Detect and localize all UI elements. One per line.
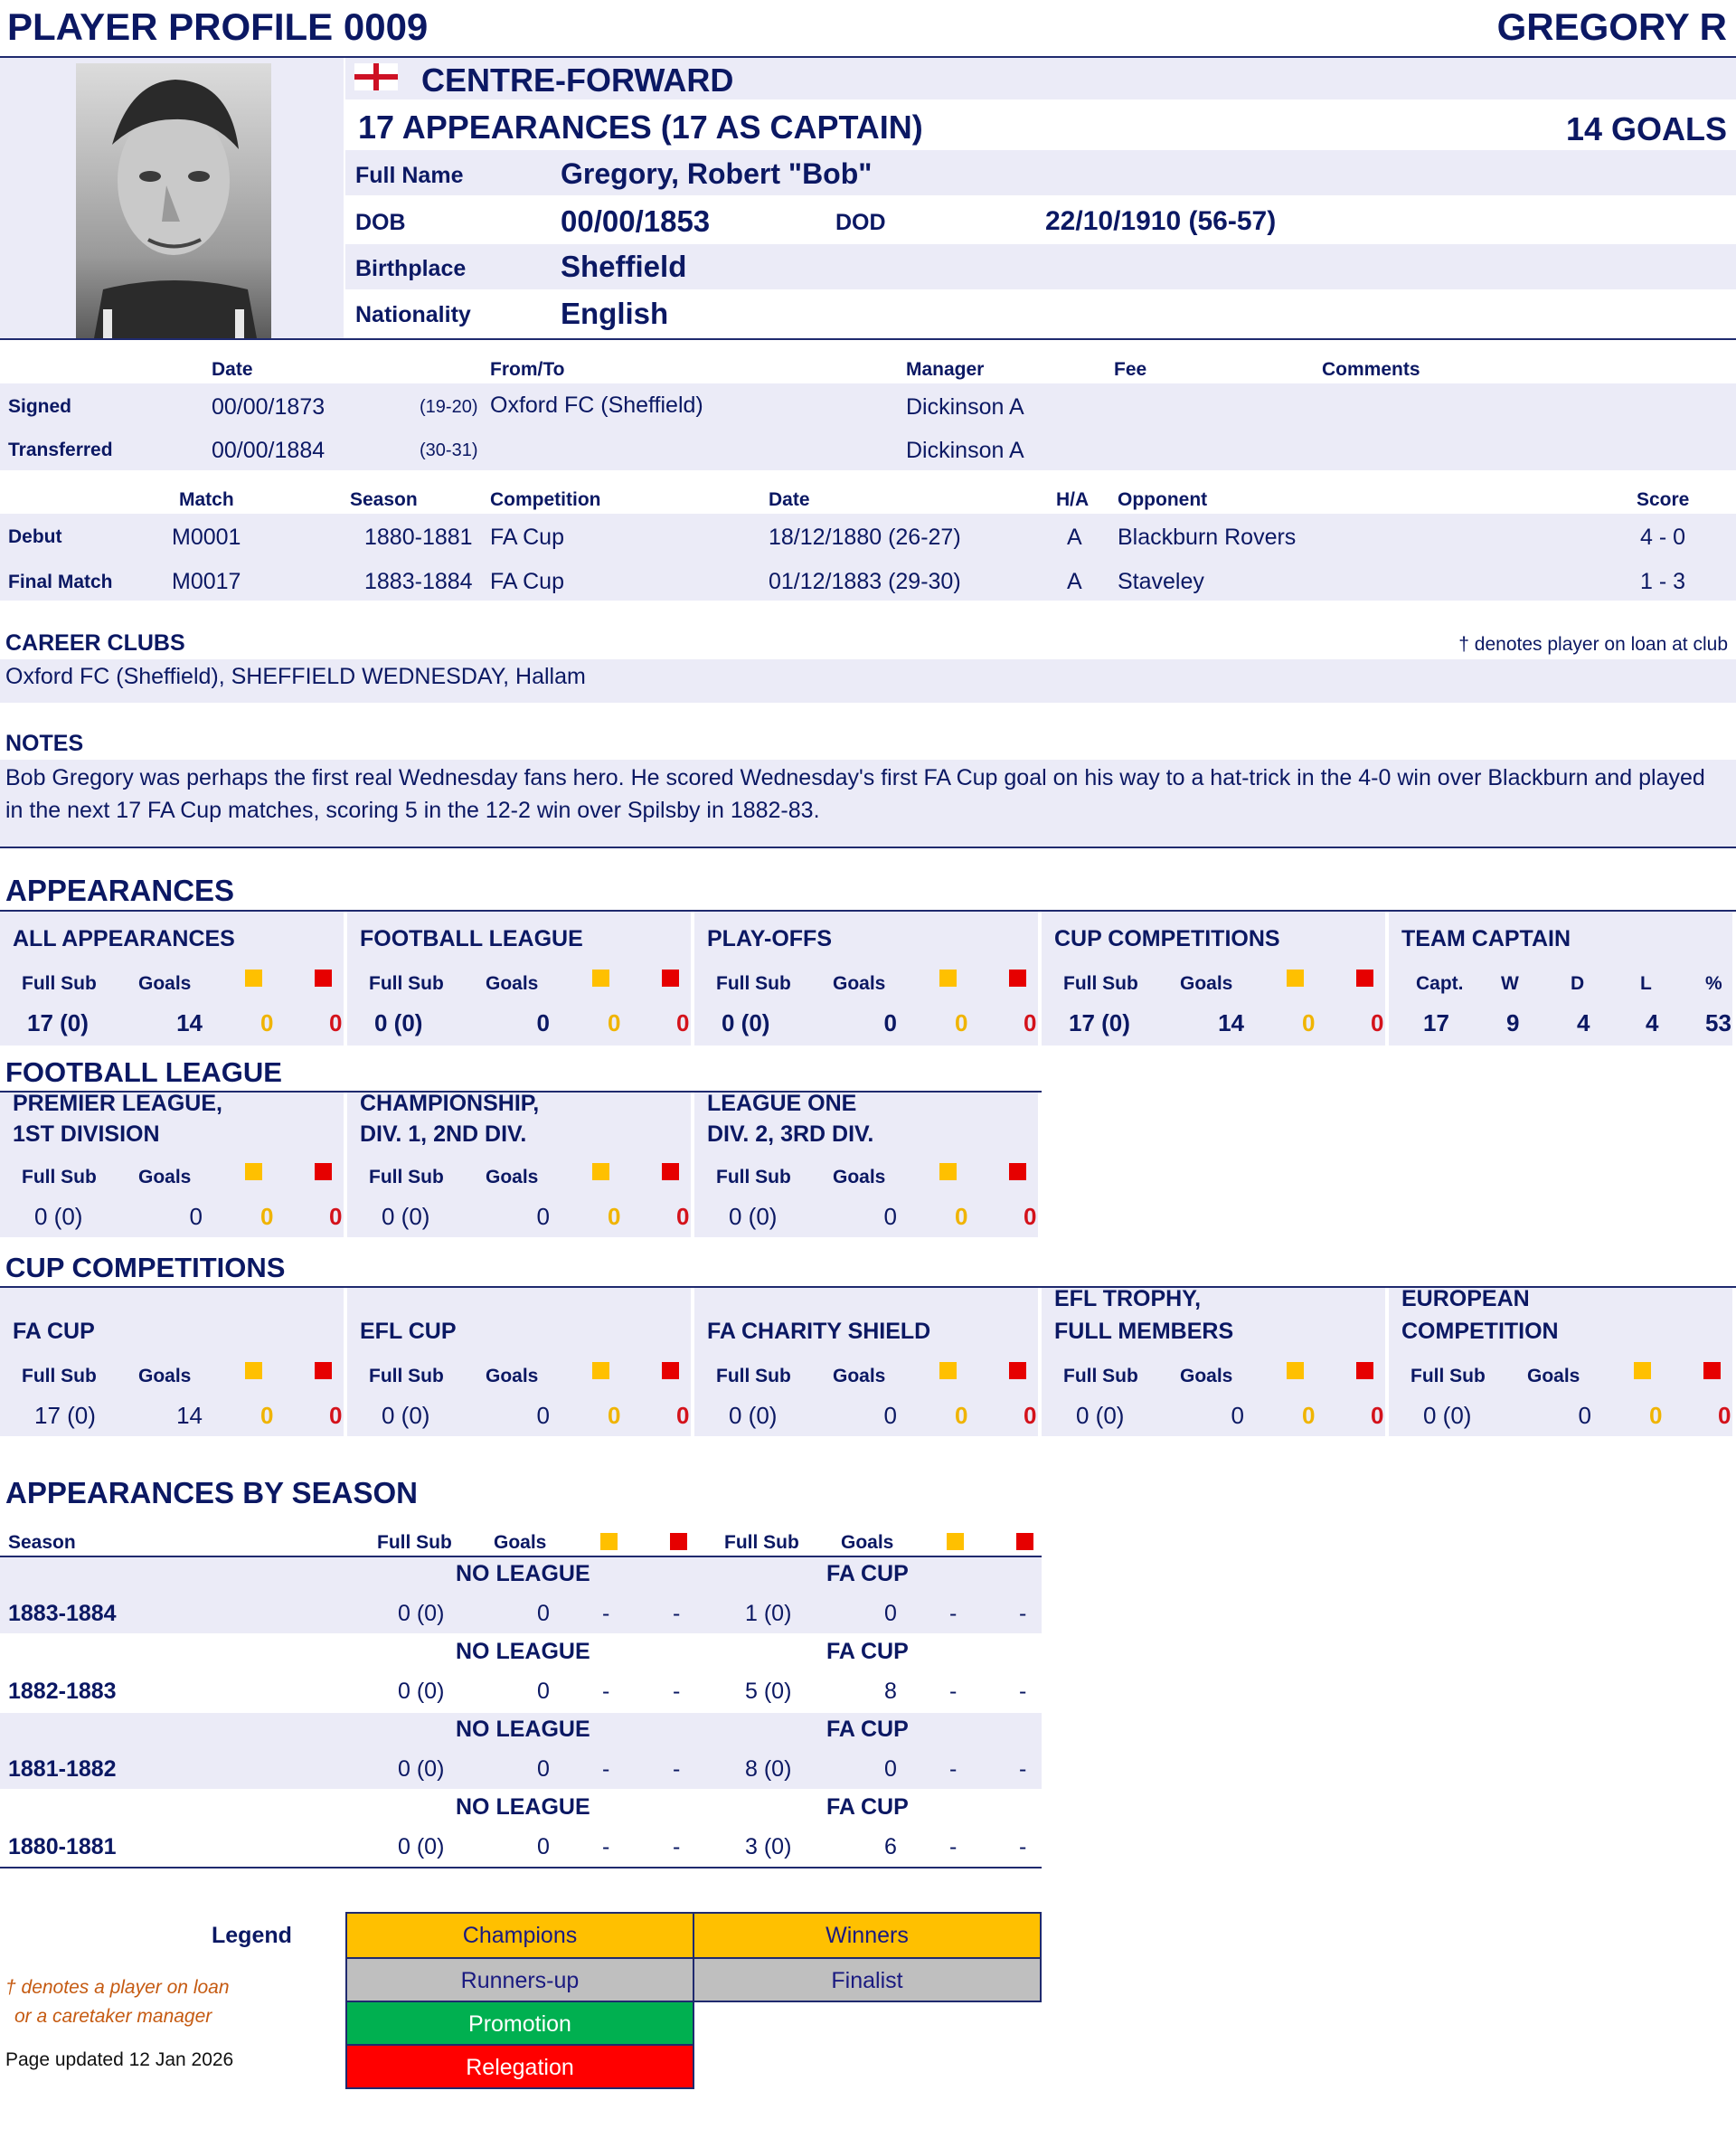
final-match: M0017 [172,569,241,594]
red-card-icon [670,1533,687,1550]
block-title: FOOTBALL LEAGUE [360,926,583,951]
cup-block-full-sub: 0 (0) [382,1402,430,1429]
full-sub-header: Full Sub [1063,1366,1138,1386]
full-sub-header: Full Sub [369,1366,444,1386]
red-card-icon [1009,1163,1026,1180]
debut-competition: FA Cup [490,525,564,550]
final-opponent: Staveley [1118,569,1204,594]
transfer-header-manager: Manager [906,359,985,380]
season-cup-red: - [1019,1679,1027,1704]
yellow-card-icon [939,1163,957,1180]
season-league-yellow: - [602,1756,610,1782]
season-header: Season [8,1532,76,1553]
captain-header-pct: % [1705,973,1722,994]
signed-manager: Dickinson A [906,394,1024,420]
appearances-summary: 17 APPEARANCES (17 AS CAPTAIN) [358,109,923,146]
goals-header: Goals [1527,1366,1580,1386]
player-portrait-image [76,63,271,338]
debut-score: 4 - 0 [1640,525,1686,550]
season-cup-name: FA CUP [826,1639,909,1664]
captain-w: 9 [1506,1009,1520,1036]
appearances-block-goals: 0 [883,1009,897,1036]
goals-header: Goals [486,1167,539,1187]
football-league-title: FOOTBALL LEAGUE [5,1056,282,1088]
appearances-block-red-cards: 0 [1024,1009,1037,1036]
block-title-line-1: EUROPEAN [1401,1286,1530,1311]
yellow-card-icon [1287,970,1304,987]
yellow-card-icon [592,970,609,987]
debut-ha: A [1067,525,1082,550]
notes-line-2: in the next 17 FA Cup matches, scoring 5 in the 12-2 win over Spilsby in 1882-83. [5,798,820,823]
by-season-title: APPEARANCES BY SEASON [5,1476,418,1509]
appearances-block-full-sub: 0 (0) [374,1009,423,1036]
match-header-season: Season [350,489,418,510]
full-sub-header: Full Sub [369,1167,444,1187]
appearances-block-goals: 0 [536,1009,550,1036]
signed-age: (19-20) [420,397,478,417]
season-cup-yellow: - [949,1679,958,1704]
captain-pct: 53 [1705,1009,1731,1036]
season-league-full-sub: 0 (0) [398,1679,445,1704]
red-card-icon [662,970,679,987]
season-cup-red: - [1019,1834,1027,1859]
season-league-goals: 0 [537,1601,550,1626]
dob: 00/00/1853 [561,204,711,238]
season-cup-yellow: - [949,1756,958,1782]
cup-block-yellow-cards: 0 [955,1402,968,1429]
transferred-age: (30-31) [420,440,478,460]
transfer-header-fee: Fee [1114,359,1147,380]
player-short-name: GREGORY R [1496,5,1727,48]
season-cup-name: FA CUP [826,1717,909,1742]
match-header-score: Score [1637,489,1690,510]
cup-block-full-sub: 17 (0) [34,1402,96,1429]
full-name-label: Full Name [355,163,464,188]
cup-block-goals: 0 [1231,1402,1244,1429]
debut-match: M0001 [172,525,241,550]
full-sub-header: Full Sub [22,1167,97,1187]
season-league-red: - [673,1834,681,1859]
dod: 22/10/1910 (56-57) [1045,206,1277,236]
season-cup-name: FA CUP [826,1561,909,1586]
appearances-block-red-cards: 0 [329,1009,343,1036]
cup-block-red-cards: 0 [329,1402,343,1429]
match-header-date: Date [769,489,810,510]
transferred-date: 00/00/1884 [212,438,326,463]
legend-finalist: Finalist [693,1957,1042,2002]
cup-block-goals: 0 [883,1402,897,1429]
team-captain-title: TEAM CAPTAIN [1401,926,1571,951]
match-header-match: Match [179,489,234,510]
cup-competitions-title: CUP COMPETITIONS [5,1252,286,1283]
cup-block-yellow-cards: 0 [260,1402,274,1429]
season-cup-red: - [1019,1756,1027,1782]
league-block-red-cards: 0 [676,1203,690,1230]
final-date: 01/12/1883 (29-30) [769,569,961,594]
yellow-card-icon [1287,1362,1304,1379]
season-cup-full-sub: 1 (0) [745,1601,792,1626]
block-title-line-2: 1ST DIVISION [13,1121,160,1147]
yellow-card-icon [245,1362,262,1379]
season-league-full-sub-header: Full Sub [377,1532,452,1553]
goals-header: Goals [138,1366,192,1386]
appearances-block-goals: 14 [1218,1009,1244,1036]
notes-title: NOTES [5,731,84,756]
legend-title: Legend [212,1923,292,1948]
goals-header: Goals [1180,973,1233,994]
block-title-line-1: LEAGUE ONE [707,1091,857,1116]
red-card-icon [1356,1362,1373,1379]
league-block-red-cards: 0 [1024,1203,1037,1230]
league-block-full-sub: 0 (0) [382,1203,430,1230]
captain-d: 4 [1577,1009,1590,1036]
cup-block-yellow-cards: 0 [1302,1402,1316,1429]
block-title-line-1: CHAMPIONSHIP, [360,1091,540,1116]
career-clubs-title: CAREER CLUBS [5,630,185,656]
red-card-icon [315,1163,332,1180]
yellow-card-icon [947,1533,964,1550]
table-row-label: Signed [8,396,72,417]
season-label: 1881-1882 [8,1756,117,1782]
block-title-line-2: EFL CUP [360,1319,457,1344]
full-sub-header: Full Sub [1410,1366,1486,1386]
goals-header: Goals [1180,1366,1233,1386]
season-league-red: - [673,1679,681,1704]
appearances-block-yellow-cards: 0 [260,1009,274,1036]
season-cup-goals: 6 [884,1834,897,1859]
appearances-block-yellow-cards: 0 [608,1009,621,1036]
table-row-label: Debut [8,526,62,547]
goals-header: Goals [138,1167,192,1187]
league-block-full-sub: 0 (0) [729,1203,778,1230]
league-block-goals: 0 [536,1203,550,1230]
cup-block-red-cards: 0 [1371,1402,1384,1429]
match-header-opponent: Opponent [1118,489,1208,510]
season-league-red: - [673,1756,681,1782]
season-cup-goals-header: Goals [841,1532,894,1553]
legend-winners: Winners [693,1912,1042,1959]
full-sub-header: Full Sub [369,973,444,994]
final-season: 1883-1884 [364,569,473,594]
cup-block-yellow-cards: 0 [1649,1402,1663,1429]
legend-relegation: Relegation [345,2044,694,2089]
table-row-label: Final Match [8,572,113,592]
yellow-card-icon [245,970,262,987]
transfer-header-from-to: From/To [490,359,565,380]
season-cup-goals: 0 [884,1756,897,1782]
season-cup-name: FA CUP [826,1794,909,1820]
season-cup-full-sub-header: Full Sub [724,1532,799,1553]
red-card-icon [1009,970,1026,987]
season-league-name: NO LEAGUE [456,1639,590,1664]
full-sub-header: Full Sub [22,973,97,994]
debut-opponent: Blackburn Rovers [1118,525,1297,550]
debut-season: 1880-1881 [364,525,473,550]
captain-header-capt: Capt. [1416,973,1464,994]
season-league-yellow: - [602,1679,610,1704]
season-league-full-sub: 0 (0) [398,1601,445,1626]
legend-champions: Champions [345,1912,694,1959]
appearances-block-red-cards: 0 [1371,1009,1384,1036]
signed-club: Oxford FC (Sheffield) [490,393,703,418]
signed-date: 00/00/1873 [212,394,326,420]
final-competition: FA Cup [490,569,564,594]
dob-label: DOB [355,210,406,235]
full-sub-header: Full Sub [716,973,791,994]
red-card-icon [1356,970,1373,987]
block-title: ALL APPEARANCES [13,926,235,951]
cup-block-full-sub: 0 (0) [1423,1402,1472,1429]
goals-header: Goals [138,973,192,994]
league-block-full-sub: 0 (0) [34,1203,83,1230]
player-photo [76,63,271,338]
season-cup-goals: 8 [884,1679,897,1704]
full-sub-header: Full Sub [1063,973,1138,994]
season-league-goals: 0 [537,1679,550,1704]
appearances-block-yellow-cards: 0 [1302,1009,1316,1036]
season-cup-yellow: - [949,1601,958,1626]
cup-block-full-sub: 0 (0) [1076,1402,1125,1429]
appearances-block-full-sub: 17 (0) [1069,1009,1130,1036]
league-block-goals: 0 [189,1203,203,1230]
block-title: CUP COMPETITIONS [1054,926,1280,951]
red-card-icon [315,970,332,987]
red-card-icon [1009,1362,1026,1379]
cup-block-red-cards: 0 [676,1402,690,1429]
full-sub-header: Full Sub [22,1366,97,1386]
legend-note-line-2: or a caretaker manager [14,2006,212,2027]
block-title-line-2: FULL MEMBERS [1054,1319,1234,1344]
birthplace: Sheffield [561,250,687,283]
final-score: 1 - 3 [1640,569,1686,594]
season-cup-yellow: - [949,1834,958,1859]
page-title: PLAYER PROFILE 0009 [7,5,429,48]
season-league-full-sub: 0 (0) [398,1834,445,1859]
season-cup-full-sub: 8 (0) [745,1756,792,1782]
season-cup-full-sub: 5 (0) [745,1679,792,1704]
league-block-yellow-cards: 0 [260,1203,274,1230]
season-label: 1880-1881 [8,1834,117,1859]
birthplace-label: Birthplace [355,256,467,281]
captain-l: 4 [1646,1009,1659,1036]
season-league-yellow: - [602,1834,610,1859]
appearances-block-full-sub: 0 (0) [722,1009,770,1036]
debut-date: 18/12/1880 (26-27) [769,525,961,550]
notes-line-1: Bob Gregory was perhaps the first real Wednesday fans hero. He scored Wednesday's first FA Cup goal on his way to a hat-trick in the 4-0 win over Blackburn and played [5,765,1705,790]
block-title-line-2: FA CHARITY SHIELD [707,1319,931,1344]
goals-header: Goals [833,1167,886,1187]
yellow-card-icon [1634,1362,1651,1379]
league-block-yellow-cards: 0 [608,1203,621,1230]
season-cup-red: - [1019,1601,1027,1626]
full-name: Gregory, Robert "Bob" [561,157,873,190]
appearances-block-goals: 14 [176,1009,203,1036]
legend-runners-up: Runners-up [345,1957,694,2002]
block-title-line-1: PREMIER LEAGUE, [13,1091,222,1116]
red-card-icon [315,1362,332,1379]
season-league-goals: 0 [537,1834,550,1859]
goals-header: Goals [833,973,886,994]
block-title-line-1: EFL TROPHY, [1054,1286,1202,1311]
season-league-red: - [673,1601,681,1626]
transfer-header-comments: Comments [1322,359,1420,380]
dod-label: DOD [835,210,886,235]
table-row-label: Transferred [8,440,113,460]
block-title: PLAY-OFFS [707,926,832,951]
block-title-line-2: DIV. 2, 3RD DIV. [707,1121,874,1147]
england-flag-icon [354,63,398,90]
yellow-card-icon [592,1362,609,1379]
red-card-icon [1703,1362,1721,1379]
block-title-line-2: FA CUP [13,1319,95,1344]
cup-block-goals: 0 [536,1402,550,1429]
captain-header-l: L [1640,973,1652,994]
appearances-block-red-cards: 0 [676,1009,690,1036]
legend-note-line-1: † denotes a player on loan [5,1977,230,1998]
league-block-goals: 0 [883,1203,897,1230]
match-header-ha: H/A [1056,489,1090,510]
appearances-block-yellow-cards: 0 [955,1009,968,1036]
yellow-card-icon [600,1533,618,1550]
yellow-card-icon [939,970,957,987]
season-label: 1882-1883 [8,1679,117,1704]
season-league-full-sub: 0 (0) [398,1756,445,1782]
red-card-icon [1016,1533,1033,1550]
yellow-card-icon [592,1163,609,1180]
captain-header-d: D [1571,973,1585,994]
cup-block-full-sub: 0 (0) [729,1402,778,1429]
transferred-manager: Dickinson A [906,438,1024,463]
season-league-name: NO LEAGUE [456,1794,590,1820]
goals-header: Goals [486,973,539,994]
red-card-icon [662,1163,679,1180]
season-label: 1883-1884 [8,1601,117,1626]
cup-block-goals: 14 [176,1402,203,1429]
red-card-icon [662,1362,679,1379]
cup-block-yellow-cards: 0 [608,1402,621,1429]
league-block-red-cards: 0 [329,1203,343,1230]
season-cup-full-sub: 3 (0) [745,1834,792,1859]
yellow-card-icon [939,1362,957,1379]
league-block-yellow-cards: 0 [955,1203,968,1230]
captain-header-w: W [1501,973,1519,994]
appearances-block-full-sub: 17 (0) [27,1009,89,1036]
season-league-name: NO LEAGUE [456,1561,590,1586]
season-league-goals: 0 [537,1756,550,1782]
block-title-line-2: DIV. 1, 2ND DIV. [360,1121,527,1147]
position: CENTRE-FORWARD [421,61,734,99]
full-sub-header: Full Sub [716,1167,791,1187]
season-league-name: NO LEAGUE [456,1717,590,1742]
season-league-yellow: - [602,1601,610,1626]
final-ha: A [1067,569,1082,594]
cup-block-red-cards: 0 [1718,1402,1731,1429]
season-cup-goals: 0 [884,1601,897,1626]
appearances-title: APPEARANCES [5,874,235,907]
legend-promotion: Promotion [345,2001,694,2046]
season-league-goals-header: Goals [494,1532,547,1553]
career-clubs: Oxford FC (Sheffield), SHEFFIELD WEDNESDAY, Hallam [5,664,586,689]
goals-summary: 14 GOALS [1565,110,1727,147]
transfer-header-date: Date [212,359,253,380]
loan-note: † denotes player on loan at club [1458,634,1728,655]
yellow-card-icon [245,1163,262,1180]
match-header-competition: Competition [490,489,601,510]
goals-header: Goals [833,1366,886,1386]
nationality: English [561,297,669,330]
cup-block-goals: 0 [1578,1402,1591,1429]
nationality-label: Nationality [355,302,471,327]
block-title-line-2: COMPETITION [1401,1319,1559,1344]
goals-header: Goals [486,1366,539,1386]
page-updated: Page updated 12 Jan 2026 [5,2049,234,2070]
cup-block-red-cards: 0 [1024,1402,1037,1429]
full-sub-header: Full Sub [716,1366,791,1386]
captain-capt: 17 [1423,1009,1449,1036]
